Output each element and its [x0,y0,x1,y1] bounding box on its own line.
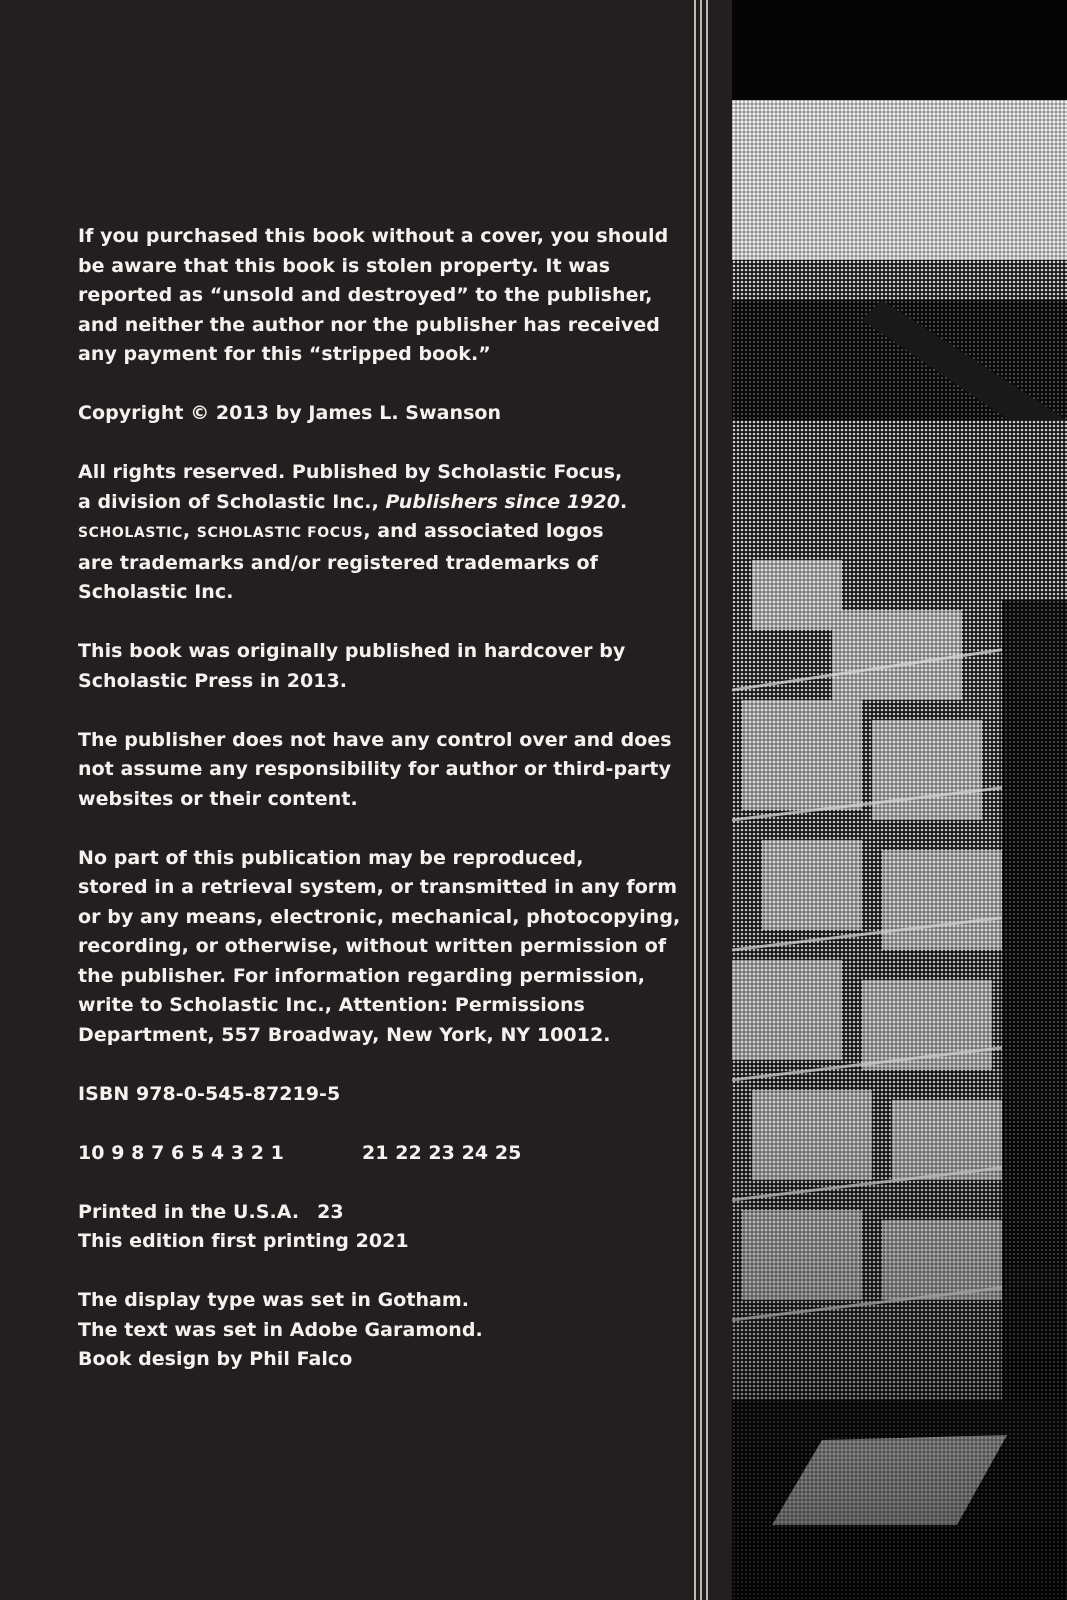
notice-line: be aware that this book is stolen property. It was [78,254,611,277]
copyright-statement: Copyright © 2013 by James L. Swanson [78,402,502,424]
original-edition-note [78,637,678,696]
reproduction-line: or by any means, electronic, mechanical, photocopying, [78,905,681,928]
trademark-line [78,517,678,549]
isbn: ISBN 978-0-545-87219-5 [78,1082,341,1105]
isbn-block [78,1080,678,1110]
printer-code: 23 [317,1200,344,1223]
halftone-photo [732,0,1067,1600]
reproduction-line: Department, 557 Broadway, New York, NY 10012. [78,1023,611,1046]
edition-printing: This edition first printing 2021 [78,1230,409,1252]
vertical-rule [700,0,702,1600]
rights-line [78,488,678,518]
vertical-rule [706,0,708,1600]
halftone-photo-graphic [732,0,1067,1600]
stolen-book-notice [78,222,678,370]
division-text: a division of Scholastic Inc., [78,490,386,513]
colophon-line: The text was set in Adobe Garamond. [78,1318,483,1341]
copyright-line [78,399,678,429]
printed-in: Printed in the U.S.A. [78,1200,300,1223]
reproduction-line: the publisher. For information regarding permission, [78,964,646,987]
printing-line-block [78,1139,678,1169]
reproduction-line: stored in a retrieval system, or transmitted in any form [78,876,678,898]
notice-line: any payment for this “stripped book.” [78,343,491,365]
edition-line: Scholastic Press in 2013. [78,669,348,692]
rights-line: are trademarks and/or registered trademarks of [78,551,598,574]
period-text: . [619,490,628,513]
printing-numbers: 10 9 8 7 6 5 4 3 2 1 [78,1141,284,1164]
notice-line: reported as “unsold and destroyed” to the publisher, [78,284,653,306]
notice-line: If you purchased this book without a cover, you should [78,225,669,247]
printing-numbers-row [78,1139,678,1169]
website-disclaimer [78,726,678,815]
vertical-rule [694,0,696,1600]
trademark-scholastic: SCHOLASTIC [78,525,183,541]
printed-in-line [78,1198,678,1228]
trademark-scholastic-focus: SCHOLASTIC FOCUS [196,525,364,541]
disclaimer-line: websites or their content. [78,787,358,810]
publishers-since-text: Publishers since 1920 [385,490,620,513]
colophon-line: The display type was set in Gotham. [78,1289,470,1311]
copyright-text-column [78,222,681,1404]
reproduction-line: write to Scholastic Inc., Attention: Permissions [78,994,585,1016]
disclaimer-line: The publisher does not have any control over and does [78,728,672,751]
trademark-separator: , [182,520,197,542]
reproduction-line: No part of this publication may be reproduced, [78,846,584,869]
disclaimer-line: not assume any responsibility for author or third-party [78,758,672,780]
reproduction-line: recording, or otherwise, without written permission of [78,935,667,957]
printed-in-block [78,1198,678,1257]
rights-line: All rights reserved. Published by Scholastic Focus, [78,461,623,483]
year-numbers: 21 22 23 24 25 [362,1141,522,1164]
reproduction-notice [78,844,681,1051]
edition-line: This book was originally published in hardcover by [78,640,626,662]
spine-divider [694,0,732,1600]
rights-reserved [78,458,678,608]
colophon [78,1286,678,1375]
notice-line: and neither the author nor the publisher has received [78,313,660,336]
trademark-rest: , and associated logos [363,520,604,542]
rights-line: Scholastic Inc. [78,581,234,603]
colophon-line: Book design by Phil Falco [78,1348,353,1370]
